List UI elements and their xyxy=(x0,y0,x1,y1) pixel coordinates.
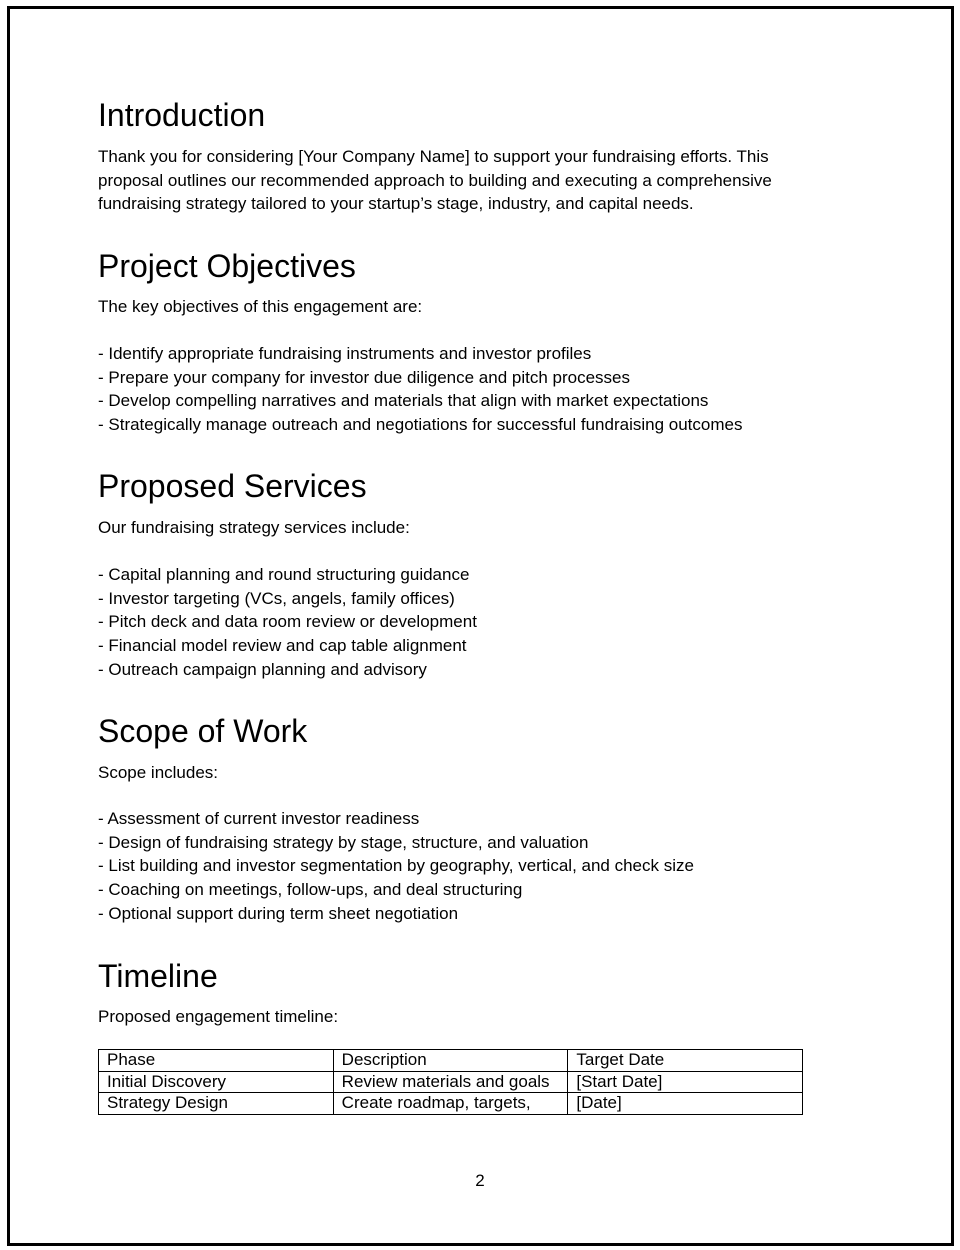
scope-intro: Scope includes: xyxy=(98,763,219,782)
table-cell: Strategy Design xyxy=(99,1093,334,1115)
objectives-intro: The key objectives of this engagement are: xyxy=(98,297,423,316)
page-number: 2 xyxy=(475,1171,485,1190)
list-item: - Capital planning and round structuring guidance xyxy=(98,565,470,584)
list-item: - Financial model review and cap table alignment xyxy=(98,636,467,656)
table-header-cell: Target Date xyxy=(568,1050,803,1072)
list-item: - Develop compelling narratives and materials that align with market expectations xyxy=(98,391,709,411)
list-item: - Coaching on meetings, follow-ups, and deal structuring xyxy=(98,880,523,900)
list-item: - Pitch deck and data room review or development xyxy=(98,612,477,632)
table-header-row xyxy=(99,1050,803,1072)
heading-scope-of-work: Scope of Work xyxy=(98,713,308,749)
list-item: - List building and investor segmentation by geography, vertical, and check size xyxy=(98,856,694,876)
introduction-body: Thank you for considering [Your Company Name] to support your fundraising efforts. This proposal outlines our recommended approach to building and executing a comprehensive fundraising strategy tailored to your startup’s stage, industry, and capital needs. xyxy=(98,147,772,214)
list-item: - Prepare your company for investor due diligence and pitch processes xyxy=(98,367,631,387)
objectives-list xyxy=(98,342,818,437)
timeline-intro: Proposed engagement timeline: xyxy=(98,1007,339,1026)
table-row xyxy=(99,1071,803,1093)
list-item: - Identify appropriate fundraising instruments and investor profiles xyxy=(98,344,592,363)
services-list xyxy=(98,563,818,682)
table-row xyxy=(99,1093,803,1115)
list-item: - Strategically manage outreach and negotiations for successful fundraising outcomes xyxy=(98,415,743,435)
list-item: - Outreach campaign planning and advisory xyxy=(98,659,427,679)
table-cell: Create roadmap, targets, xyxy=(333,1093,568,1115)
table-cell: Initial Discovery xyxy=(99,1071,334,1093)
table-header-cell: Description xyxy=(333,1050,568,1072)
timeline-table xyxy=(98,1049,803,1115)
heading-introduction: Introduction xyxy=(98,97,266,133)
heading-proposed-services: Proposed Services xyxy=(98,468,367,504)
heading-project-objectives: Project Objectives xyxy=(98,248,356,284)
table-header-cell: Phase xyxy=(99,1050,334,1072)
table-cell: Review materials and goals xyxy=(333,1071,568,1093)
scope-list xyxy=(98,807,818,926)
services-intro: Our fundraising strategy services include: xyxy=(98,518,410,537)
list-item: - Assessment of current investor readiness xyxy=(98,809,420,828)
heading-timeline: Timeline xyxy=(98,958,218,994)
list-item: - Design of fundraising strategy by stage, structure, and valuation xyxy=(98,832,589,852)
list-item: - Investor targeting (VCs, angels, family offices) xyxy=(98,588,455,608)
list-item: - Optional support during term sheet negotiation xyxy=(98,903,459,923)
table-cell: [Date] xyxy=(568,1093,803,1115)
table-cell: [Start Date] xyxy=(568,1071,803,1093)
